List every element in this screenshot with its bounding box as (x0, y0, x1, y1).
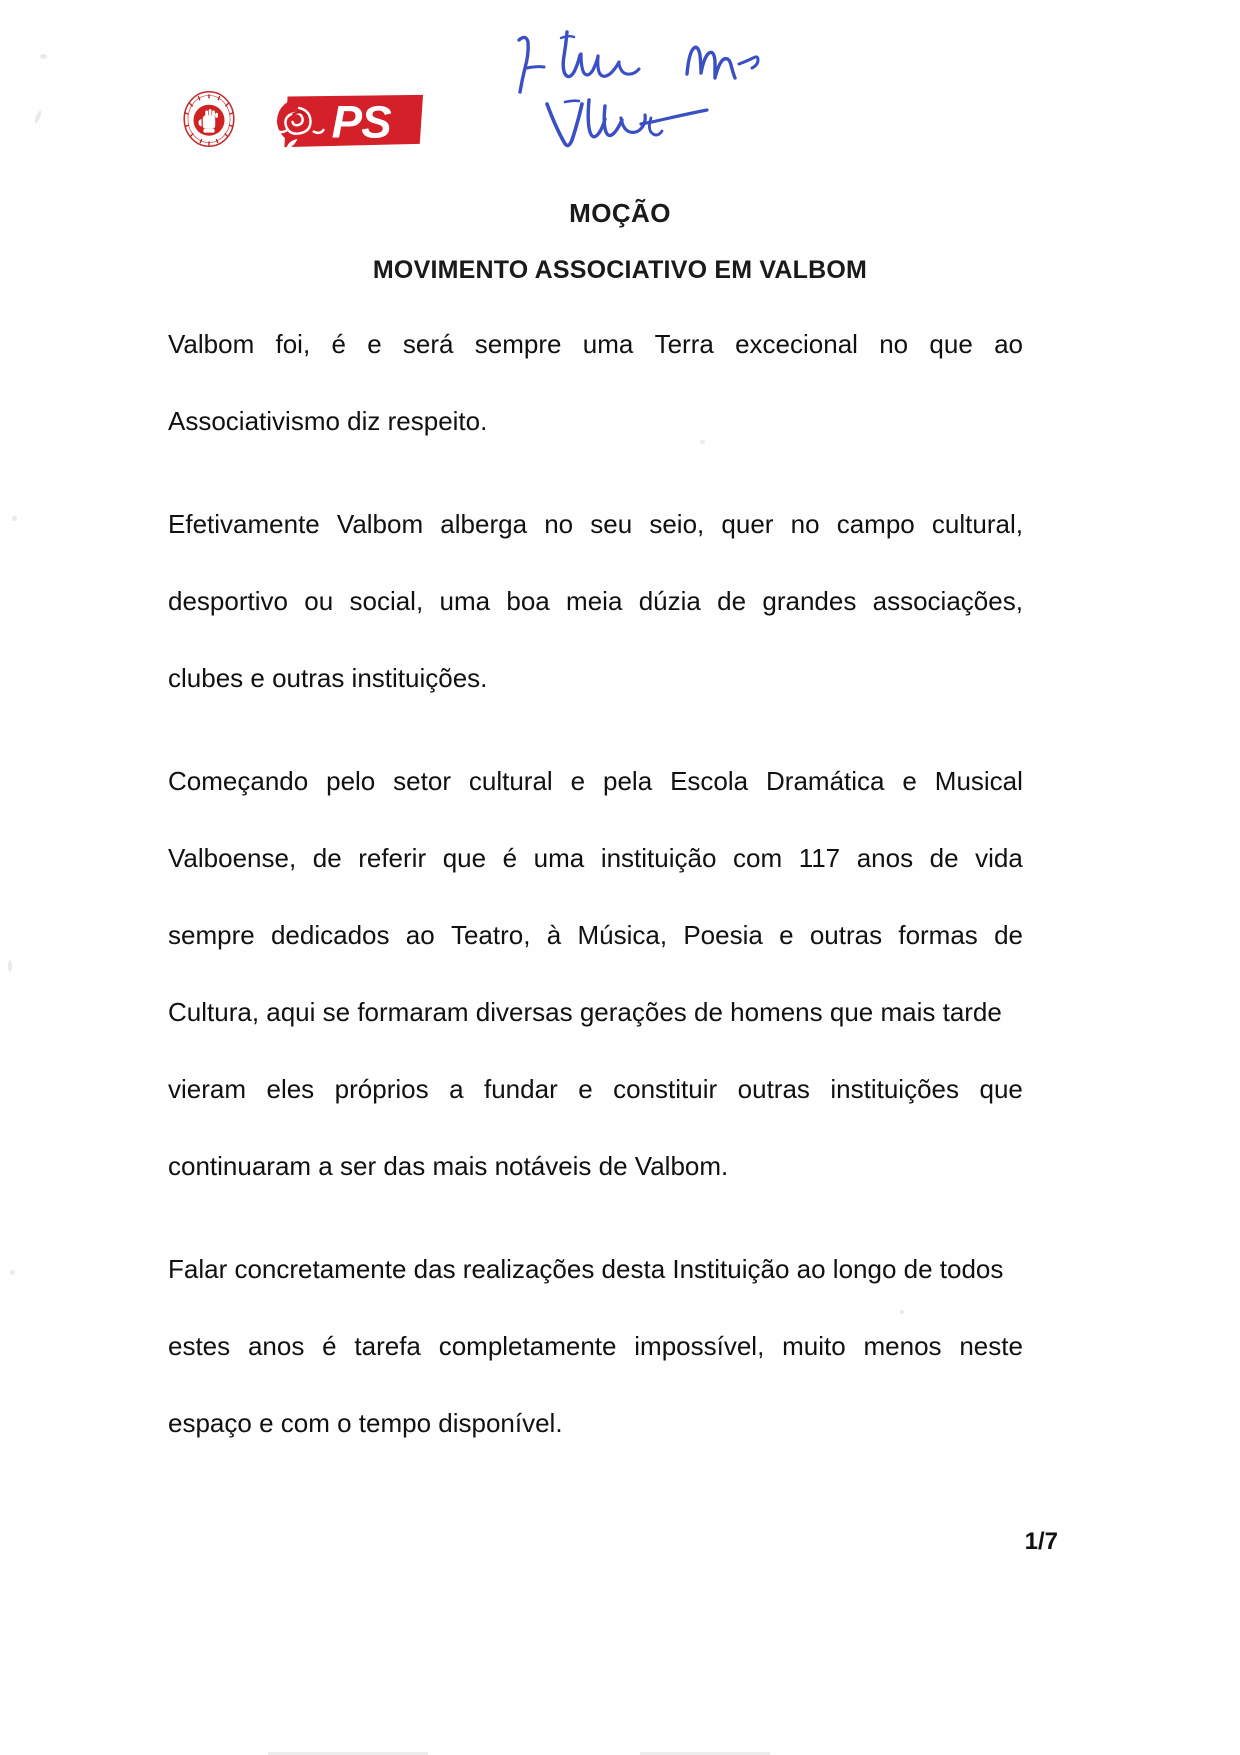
document-body (168, 306, 1023, 1488)
body-word: de (929, 843, 959, 873)
body-word: dúzia (638, 586, 701, 616)
body-word: seio, (649, 509, 705, 539)
body-word: tarefa (354, 1331, 421, 1361)
body-word: uma (439, 586, 491, 616)
body-word: pela (603, 766, 653, 796)
body-word: 117 (798, 843, 841, 873)
body-paragraph (168, 486, 1023, 717)
body-word: ao (994, 329, 1023, 359)
body-word: eles (266, 1074, 315, 1104)
body-word: ao (405, 920, 435, 950)
body-word: é (322, 1331, 337, 1361)
body-word: muito (782, 1331, 846, 1361)
body-word: Poesia (683, 920, 763, 950)
body-word: Musical (934, 766, 1023, 796)
page-number: 1/7 (1024, 1528, 1058, 1555)
svg-text:PS: PS (331, 96, 391, 148)
body-word: à (546, 920, 562, 950)
body-word: sempre (474, 329, 562, 359)
body-word: será (402, 329, 454, 359)
body-word: no (879, 329, 909, 359)
body-word: anos (856, 843, 914, 873)
body-word: é (331, 329, 346, 359)
body-word: pelo (326, 766, 376, 796)
body-word: outras (809, 920, 883, 950)
body-word: ou (304, 586, 334, 616)
body-word: outras (737, 1074, 810, 1104)
body-word: no (544, 509, 574, 539)
body-word: campo (836, 509, 915, 539)
body-word: sempre (168, 920, 255, 950)
body-word: completamente (438, 1331, 617, 1361)
body-paragraph (168, 743, 1023, 1205)
body-word: setor (393, 766, 451, 796)
body-word: de (994, 920, 1023, 950)
body-word: Dramática (766, 766, 885, 796)
body-word: menos (863, 1331, 942, 1361)
body-word: Valbom (336, 509, 424, 539)
body-word: boa (506, 586, 550, 616)
scan-artifact (8, 960, 12, 972)
body-word: que (929, 329, 973, 359)
body-word: uma (582, 329, 634, 359)
body-word: grandes (762, 586, 857, 616)
body-line: Associativismo diz respeito. (168, 406, 488, 436)
body-word: Teatro, (450, 920, 531, 950)
body-word: Terra (654, 329, 714, 359)
page-subtitle: MOVIMENTO ASSOCIATIVO EM VALBOM (372, 256, 868, 284)
body-word: que (979, 1074, 1023, 1104)
body-word: de (717, 586, 747, 616)
body-word: cultural, (931, 509, 1023, 539)
body-paragraph (168, 1231, 1023, 1462)
body-word: e (578, 1074, 593, 1104)
body-word: e (367, 329, 382, 359)
body-word: meia (566, 586, 623, 616)
body-word: é (502, 843, 518, 873)
body-line (168, 306, 1023, 383)
body-word: fundar (484, 1074, 558, 1104)
body-line: Cultura, aqui se formaram diversas gerações de homens que mais tarde (168, 997, 1002, 1027)
body-word: formas (898, 920, 978, 950)
body-word: referir (358, 843, 427, 873)
body-word: social, (349, 586, 424, 616)
body-word: Escola (670, 766, 749, 796)
body-line (168, 1051, 1023, 1128)
body-word: Música, (577, 920, 668, 950)
body-word: com (733, 843, 783, 873)
body-word: Valbom (168, 329, 255, 359)
body-word: no (790, 509, 820, 539)
body-line (168, 486, 1023, 563)
body-word: estes (168, 1331, 231, 1361)
body-word: seu (590, 509, 633, 539)
body-word: Efetivamente (168, 509, 320, 539)
body-line: continuaram a ser das mais notáveis de Valbom. (168, 1151, 729, 1181)
body-line (168, 1308, 1023, 1385)
body-paragraph (168, 306, 1023, 460)
body-word: dedicados (270, 920, 390, 950)
body-word: foi, (275, 329, 311, 359)
body-word: alberga (440, 509, 528, 539)
body-word: vida (975, 843, 1023, 873)
body-word: vieram (168, 1074, 247, 1104)
body-line (168, 897, 1023, 974)
handwritten-annotation (505, 18, 835, 153)
body-word: e (570, 766, 586, 796)
body-word: uma (533, 843, 585, 873)
document-header (0, 0, 1240, 200)
body-line (168, 563, 1023, 640)
fist-seal-icon (178, 88, 240, 150)
body-word: e (902, 766, 917, 796)
ps-wordmark (250, 90, 410, 148)
body-line: clubes e outras instituições. (168, 663, 488, 693)
body-word: cultural (468, 766, 553, 796)
body-word: quer (721, 509, 774, 539)
body-word: que (442, 843, 487, 873)
body-line (168, 820, 1023, 897)
body-word: e (779, 920, 794, 950)
scan-artifact (10, 1270, 15, 1275)
page-title: MOÇÃO (569, 198, 671, 228)
body-line (168, 743, 1023, 820)
ps-logo (178, 88, 410, 150)
body-line: espaço e com o tempo disponível. (168, 1408, 563, 1438)
body-word: neste (959, 1331, 1023, 1361)
body-word: Começando (168, 766, 309, 796)
body-word: instituições (830, 1074, 960, 1104)
body-word: impossível, (634, 1331, 765, 1361)
body-word: excecional (735, 329, 858, 359)
body-word: Valboense, (168, 843, 297, 873)
body-word: instituição (600, 843, 717, 873)
body-word: associações, (872, 586, 1023, 616)
body-word: a (449, 1074, 464, 1104)
body-word: de (312, 843, 342, 873)
scan-artifact (12, 516, 17, 521)
body-line: Falar concretamente das realizações desta Instituição ao longo de todos (168, 1254, 1004, 1284)
body-word: desportivo (168, 586, 288, 616)
body-word: anos (247, 1331, 305, 1361)
body-word: constituir (613, 1074, 718, 1104)
body-word: próprios (334, 1074, 429, 1104)
